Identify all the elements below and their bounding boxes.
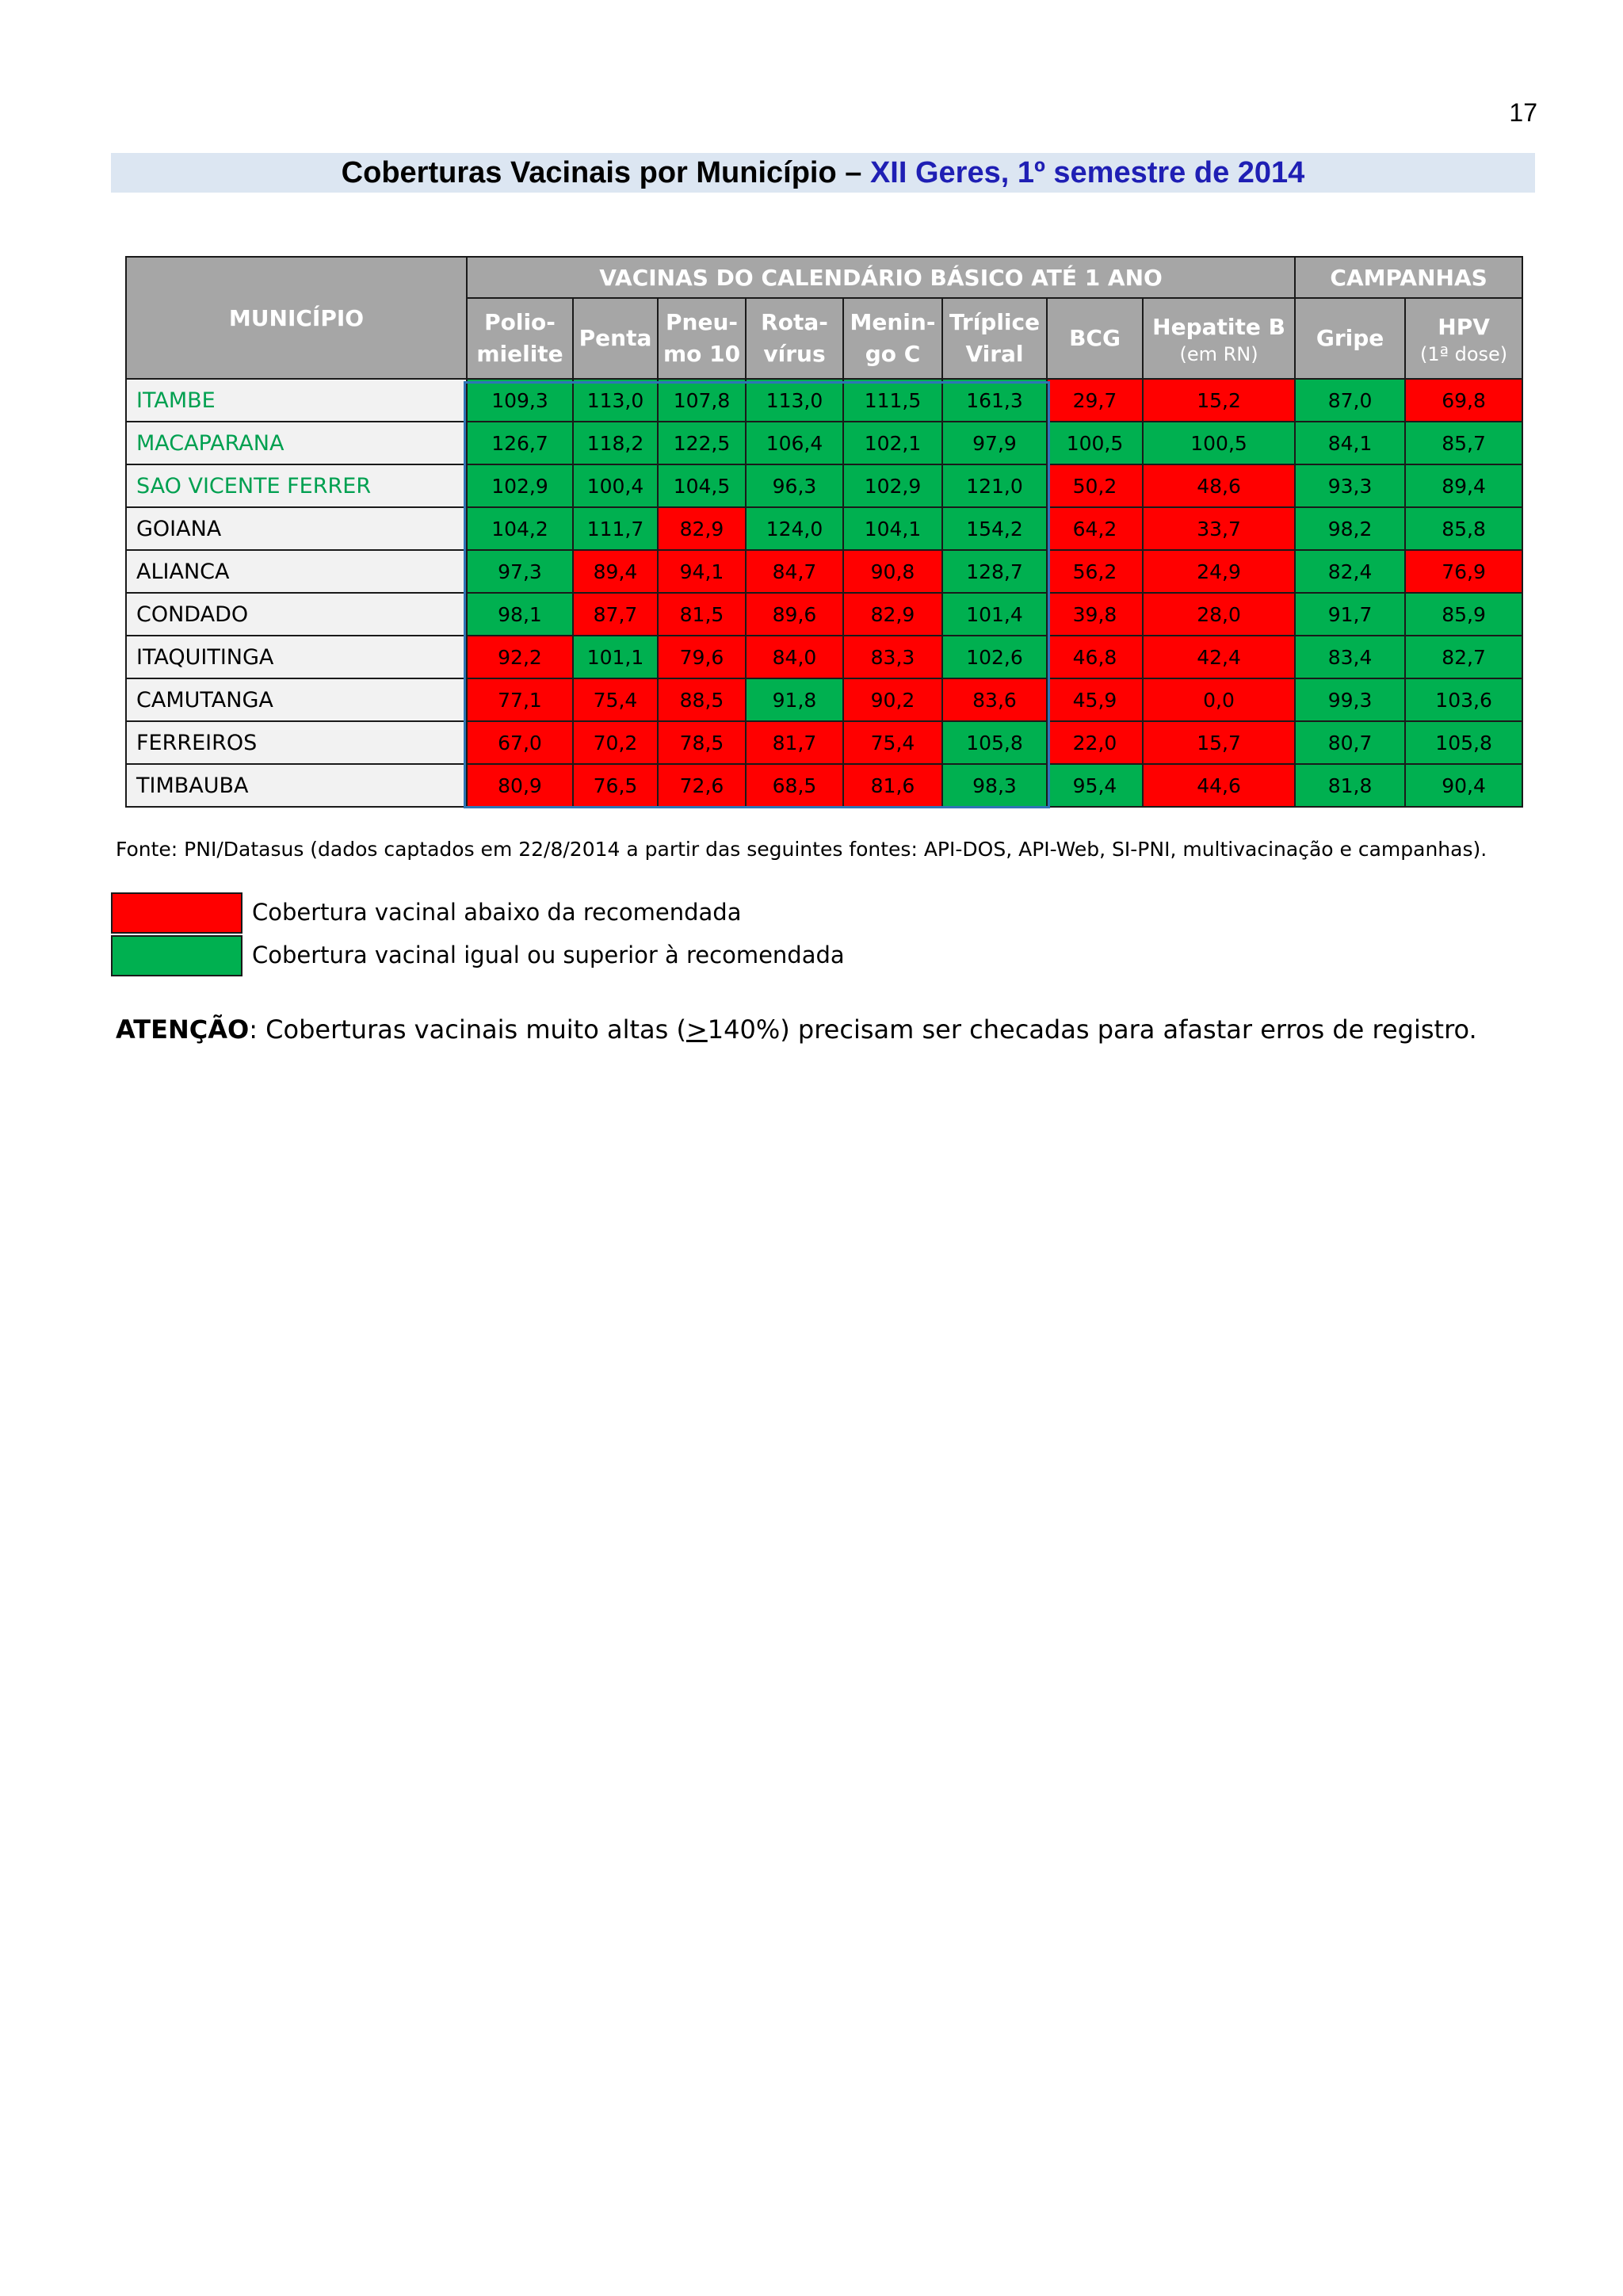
legend-swatch-green (111, 935, 242, 976)
attention-note (116, 1014, 1477, 1045)
page-title (111, 153, 1535, 193)
title-prefix: Coberturas Vacinais por Município – (341, 156, 862, 189)
coverage-cell: 84,0 (746, 636, 843, 678)
column-header-line2: mo 10 (663, 341, 741, 367)
coverage-cell: 64,2 (1047, 507, 1143, 550)
municipio-name: SAO VICENTE FERRER (126, 464, 467, 507)
campaigns-header: CAMPANHAS (1295, 257, 1522, 298)
coverage-cell: 98,1 (467, 593, 573, 636)
coverage-cell: 24,9 (1143, 550, 1295, 593)
coverage-cell: 106,4 (746, 422, 843, 464)
coverage-cell: 99,3 (1295, 678, 1405, 721)
coverage-cell: 81,5 (658, 593, 746, 636)
column-header-line1: Penta (579, 325, 652, 351)
coverage-cell: 48,6 (1143, 464, 1295, 507)
coverage-cell: 90,2 (843, 678, 942, 721)
coverage-cell: 90,8 (843, 550, 942, 593)
coverage-cell: 82,9 (658, 507, 746, 550)
coverage-cell: 46,8 (1047, 636, 1143, 678)
coverage-cell: 75,4 (843, 721, 942, 764)
coverage-cell: 78,5 (658, 721, 746, 764)
coverage-cell: 85,8 (1405, 507, 1522, 550)
column-header-line2: vírus (763, 341, 826, 367)
coverage-cell: 101,4 (942, 593, 1047, 636)
municipio-name: ITAQUITINGA (126, 636, 467, 678)
coverage-cell: 84,7 (746, 550, 843, 593)
coverage-cell: 126,7 (467, 422, 573, 464)
coverage-cell: 80,7 (1295, 721, 1405, 764)
coverage-cell: 0,0 (1143, 678, 1295, 721)
attention-symbol: > (685, 1014, 708, 1045)
coverage-cell: 33,7 (1143, 507, 1295, 550)
coverage-cell: 109,3 (467, 379, 573, 422)
coverage-cell: 102,6 (942, 636, 1047, 678)
coverage-cell: 70,2 (573, 721, 658, 764)
coverage-cell: 102,1 (843, 422, 942, 464)
municipio-name: GOIANA (126, 507, 467, 550)
coverage-cell: 82,9 (843, 593, 942, 636)
column-header-line2: mielite (476, 341, 563, 367)
coverage-cell: 87,7 (573, 593, 658, 636)
coverage-cell: 100,5 (1047, 422, 1143, 464)
coverage-cell: 97,9 (942, 422, 1047, 464)
coverage-cell: 90,4 (1405, 764, 1522, 807)
coverage-cell: 69,8 (1405, 379, 1522, 422)
table-row (126, 721, 1522, 764)
coverage-cell: 95,4 (1047, 764, 1143, 807)
column-header (746, 298, 843, 379)
coverage-cell: 15,2 (1143, 379, 1295, 422)
source-note: Fonte: PNI/Datasus (dados captados em 22/8/2014 a partir das seguintes fontes: API-DOS, API-Web, SI-PNI, multivacinação e campanhas). (116, 838, 1487, 861)
coverage-cell: 122,5 (658, 422, 746, 464)
column-header-line1: BCG (1069, 325, 1121, 351)
column-header (573, 298, 658, 379)
coverage-cell: 82,7 (1405, 636, 1522, 678)
coverage-cell: 50,2 (1047, 464, 1143, 507)
column-header-line2: go C (865, 341, 921, 367)
coverage-cell: 81,8 (1295, 764, 1405, 807)
coverage-cell: 118,2 (573, 422, 658, 464)
coverage-cell: 15,7 (1143, 721, 1295, 764)
coverage-cell: 124,0 (746, 507, 843, 550)
column-header-line1: Pneu- (666, 309, 738, 335)
coverage-cell: 83,4 (1295, 636, 1405, 678)
table-row (126, 593, 1522, 636)
coverage-cell: 102,9 (843, 464, 942, 507)
coverage-cell: 83,6 (942, 678, 1047, 721)
coverage-cell: 45,9 (1047, 678, 1143, 721)
municipio-header: MUNICÍPIO (126, 257, 467, 379)
column-header (1295, 298, 1405, 379)
coverage-cell: 97,3 (467, 550, 573, 593)
coverage-cell: 76,9 (1405, 550, 1522, 593)
coverage-cell: 98,2 (1295, 507, 1405, 550)
coverage-cell: 44,6 (1143, 764, 1295, 807)
coverage-cell: 96,3 (746, 464, 843, 507)
coverage-cell: 91,8 (746, 678, 843, 721)
table-row (126, 678, 1522, 721)
coverage-cell: 76,5 (573, 764, 658, 807)
coverage-cell: 161,3 (942, 379, 1047, 422)
coverage-cell: 94,1 (658, 550, 746, 593)
coverage-cell: 22,0 (1047, 721, 1143, 764)
coverage-cell: 89,6 (746, 593, 843, 636)
coverage-cell: 85,9 (1405, 593, 1522, 636)
coverage-cell: 83,3 (843, 636, 942, 678)
municipio-name: CONDADO (126, 593, 467, 636)
table-row (126, 422, 1522, 464)
coverage-cell: 77,1 (467, 678, 573, 721)
coverage-cell: 89,4 (1405, 464, 1522, 507)
column-header-line1: Polio- (484, 309, 556, 335)
coverage-cell: 113,0 (573, 379, 658, 422)
column-header-line2: (1ª dose) (1420, 343, 1508, 365)
coverage-cell: 111,7 (573, 507, 658, 550)
coverage-cell: 93,3 (1295, 464, 1405, 507)
column-header-line1: Gripe (1316, 325, 1384, 351)
coverage-cell: 84,1 (1295, 422, 1405, 464)
column-header-line1: Tríplice (949, 309, 1041, 335)
coverage-cell: 100,4 (573, 464, 658, 507)
legend-label: Cobertura vacinal igual ou superior à recomendada (252, 942, 845, 968)
vaccine-coverage-table (125, 256, 1523, 808)
coverage-cell: 28,0 (1143, 593, 1295, 636)
column-header-line1: Hepatite B (1152, 314, 1285, 340)
column-header-line1: Menin- (850, 309, 936, 335)
coverage-cell: 91,7 (1295, 593, 1405, 636)
legend-swatch-red (111, 892, 242, 934)
coverage-cell: 72,6 (658, 764, 746, 807)
coverage-cell: 111,5 (843, 379, 942, 422)
column-header (942, 298, 1047, 379)
coverage-cell: 42,4 (1143, 636, 1295, 678)
coverage-cell: 98,3 (942, 764, 1047, 807)
coverage-cell: 79,6 (658, 636, 746, 678)
municipio-name: FERREIROS (126, 721, 467, 764)
municipio-name: ITAMBE (126, 379, 467, 422)
table-row (126, 764, 1522, 807)
municipio-name: CAMUTANGA (126, 678, 467, 721)
coverage-cell: 103,6 (1405, 678, 1522, 721)
coverage-cell: 113,0 (746, 379, 843, 422)
coverage-cell: 128,7 (942, 550, 1047, 593)
coverage-cell: 104,5 (658, 464, 746, 507)
coverage-cell: 67,0 (467, 721, 573, 764)
page-number: 17 (1509, 98, 1537, 127)
column-header (467, 298, 573, 379)
coverage-cell: 105,8 (942, 721, 1047, 764)
coverage-cell: 68,5 (746, 764, 843, 807)
column-header (658, 298, 746, 379)
coverage-cell: 81,6 (843, 764, 942, 807)
column-header-line1: Rota- (761, 309, 828, 335)
coverage-cell: 92,2 (467, 636, 573, 678)
coverage-cell: 29,7 (1047, 379, 1143, 422)
coverage-cell: 105,8 (1405, 721, 1522, 764)
table-row (126, 550, 1522, 593)
attention-text-before: : Coberturas vacinais muito altas ( (249, 1014, 686, 1045)
attention-text-after: 140%) precisam ser checadas para afastar erros de registro. (707, 1014, 1477, 1045)
coverage-cell: 121,0 (942, 464, 1047, 507)
column-header-line2: (em RN) (1179, 343, 1258, 365)
legend-label: Cobertura vacinal abaixo da recomendada (252, 899, 742, 926)
coverage-cell: 102,9 (467, 464, 573, 507)
column-header-line2: Viral (965, 341, 1024, 367)
coverage-cell: 85,7 (1405, 422, 1522, 464)
coverage-cell: 56,2 (1047, 550, 1143, 593)
column-header-line1: HPV (1438, 314, 1490, 340)
table-row (126, 507, 1522, 550)
coverage-cell: 88,5 (658, 678, 746, 721)
column-header (1143, 298, 1295, 379)
coverage-cell: 89,4 (573, 550, 658, 593)
coverage-cell: 104,2 (467, 507, 573, 550)
column-header (1405, 298, 1522, 379)
coverage-cell: 154,2 (942, 507, 1047, 550)
coverage-cell: 100,5 (1143, 422, 1295, 464)
municipio-name: MACAPARANA (126, 422, 467, 464)
coverage-cell: 104,1 (843, 507, 942, 550)
attention-label: ATENÇÃO (116, 1014, 250, 1045)
municipio-name: ALIANCA (126, 550, 467, 593)
coverage-cell: 39,8 (1047, 593, 1143, 636)
title-highlight: XII Geres, 1º semestre de 2014 (869, 156, 1305, 189)
coverage-cell: 87,0 (1295, 379, 1405, 422)
table-row (126, 379, 1522, 422)
basic-calendar-header: VACINAS DO CALENDÁRIO BÁSICO ATÉ 1 ANO (467, 257, 1295, 298)
coverage-cell: 80,9 (467, 764, 573, 807)
coverage-cell: 107,8 (658, 379, 746, 422)
table-row (126, 636, 1522, 678)
table-row (126, 464, 1522, 507)
coverage-cell: 81,7 (746, 721, 843, 764)
coverage-cell: 75,4 (573, 678, 658, 721)
column-header (1047, 298, 1143, 379)
coverage-cell: 82,4 (1295, 550, 1405, 593)
municipio-name: TIMBAUBA (126, 764, 467, 807)
coverage-cell: 101,1 (573, 636, 658, 678)
column-header (843, 298, 942, 379)
